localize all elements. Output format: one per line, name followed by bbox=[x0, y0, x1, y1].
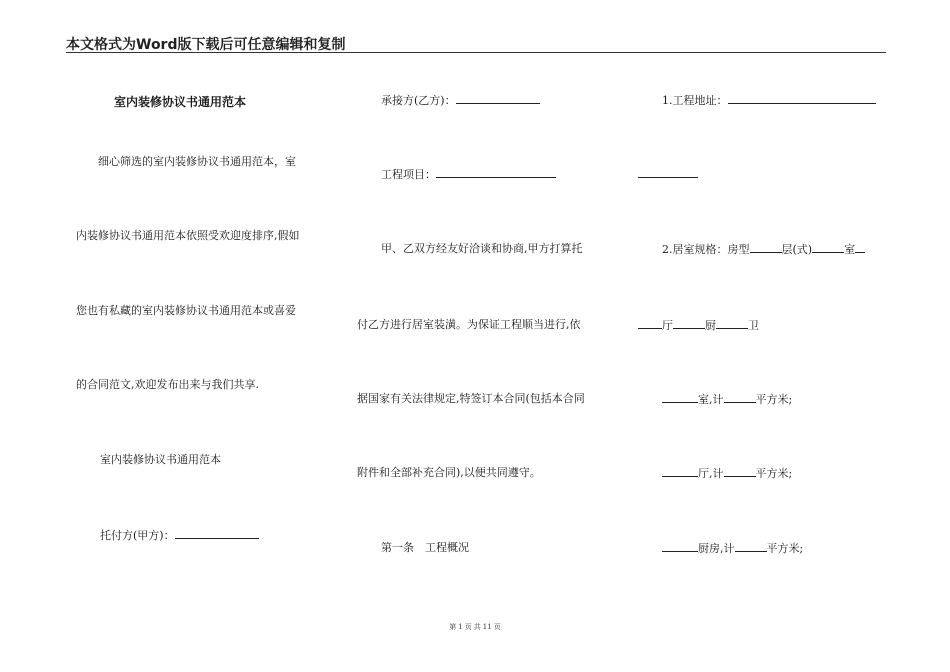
party-a-blank bbox=[175, 528, 259, 539]
hall-area-unit: 平方米; bbox=[755, 467, 793, 480]
room-area-blank bbox=[724, 392, 756, 403]
article-1-heading: 第一条 工程概况 bbox=[381, 541, 469, 554]
kitchen-text: 厨 bbox=[705, 319, 716, 332]
address-continuation-line bbox=[638, 167, 698, 182]
party-b-blank bbox=[456, 93, 540, 104]
address-continuation-blank bbox=[638, 167, 698, 178]
project-blank bbox=[436, 167, 556, 178]
address-label: 1.工程地址： bbox=[662, 94, 728, 107]
para-line-3: 据国家有关法律规定,特签订本合同(包括本合同 bbox=[357, 392, 585, 405]
intro-line-4: 的合同范文,欢迎发布出来与我们共享. bbox=[76, 378, 259, 391]
footer-total-prefix: 共 bbox=[473, 623, 481, 631]
kitchen-area-blank bbox=[735, 541, 767, 552]
bath-count-blank bbox=[716, 318, 748, 329]
hall-area-room: 厅,计 bbox=[698, 467, 724, 480]
room-area-unit: 平方米; bbox=[755, 393, 793, 406]
kitchen-area-unit: 平方米; bbox=[766, 542, 804, 555]
page-footer bbox=[0, 622, 950, 632]
hall-text: 厅 bbox=[662, 319, 673, 332]
footer-prefix: 第 bbox=[449, 623, 457, 631]
project-line bbox=[381, 167, 556, 182]
spec-floor: 层(式) bbox=[781, 243, 813, 256]
room-count-blank bbox=[662, 392, 698, 403]
kitchen-area-room: 厨房,计 bbox=[698, 542, 735, 555]
hall-area-count-blank bbox=[662, 466, 698, 477]
party-b-line bbox=[381, 93, 540, 108]
spec-type-blank bbox=[750, 242, 782, 253]
project-label: 工程项目： bbox=[381, 168, 436, 181]
address-line bbox=[662, 93, 876, 108]
address-blank bbox=[728, 93, 876, 104]
party-b-label: 承接方(乙方)： bbox=[381, 94, 456, 107]
intro-line-2: 内装修协议书通用范本依照受欢迎度排序,假如 bbox=[76, 229, 300, 242]
hall-count-blank bbox=[638, 318, 662, 329]
column-3 bbox=[638, 0, 888, 672]
spec-label: 2.居室规格：房型 bbox=[662, 243, 750, 256]
spec-room-blank bbox=[855, 242, 865, 253]
para-line-4: 附件和全部补充合同),以便共同遵守。 bbox=[357, 466, 541, 479]
intro-line-1: 细心筛选的室内装修协议书通用范本，室 bbox=[98, 155, 296, 168]
kitchen-count-blank bbox=[673, 318, 705, 329]
kitchen-area-line bbox=[662, 541, 803, 556]
kitchen-area-count-blank bbox=[662, 541, 698, 552]
party-a-line bbox=[100, 528, 259, 543]
room-area-room: 室,计 bbox=[698, 393, 724, 406]
para-line-2: 付乙方进行居室装潢。为保证工程顺当进行,依 bbox=[357, 318, 581, 331]
para-line-1: 甲、乙双方经友好洽谈和协商,甲方打算托 bbox=[381, 242, 583, 255]
footer-page-unit: 页 bbox=[464, 623, 472, 631]
spec-floor-blank bbox=[812, 242, 844, 253]
subtitle: 室内装修协议书通用范本 bbox=[100, 453, 221, 466]
bath-text: 卫 bbox=[748, 319, 759, 332]
layout-line bbox=[638, 318, 759, 333]
intro-line-3: 您也有私藏的室内装修协议书通用范本或喜爱 bbox=[76, 304, 296, 317]
column-1 bbox=[76, 0, 336, 672]
footer-total-unit: 页 bbox=[493, 623, 501, 631]
spec-line bbox=[662, 242, 865, 257]
hall-area-line bbox=[662, 466, 792, 481]
party-a-label: 托付方(甲方)： bbox=[100, 529, 175, 542]
document-title: 室内装修协议书通用范本 bbox=[114, 95, 247, 109]
column-2 bbox=[357, 0, 617, 672]
footer-page-number: 1 bbox=[458, 623, 463, 631]
hall-area-blank bbox=[724, 466, 756, 477]
room-area-line bbox=[662, 392, 792, 407]
footer-total-pages: 11 bbox=[482, 623, 492, 631]
header-title: 本文格式为Word版下载后可任意编辑和复制 bbox=[66, 37, 346, 53]
spec-room: 室 bbox=[844, 243, 856, 256]
